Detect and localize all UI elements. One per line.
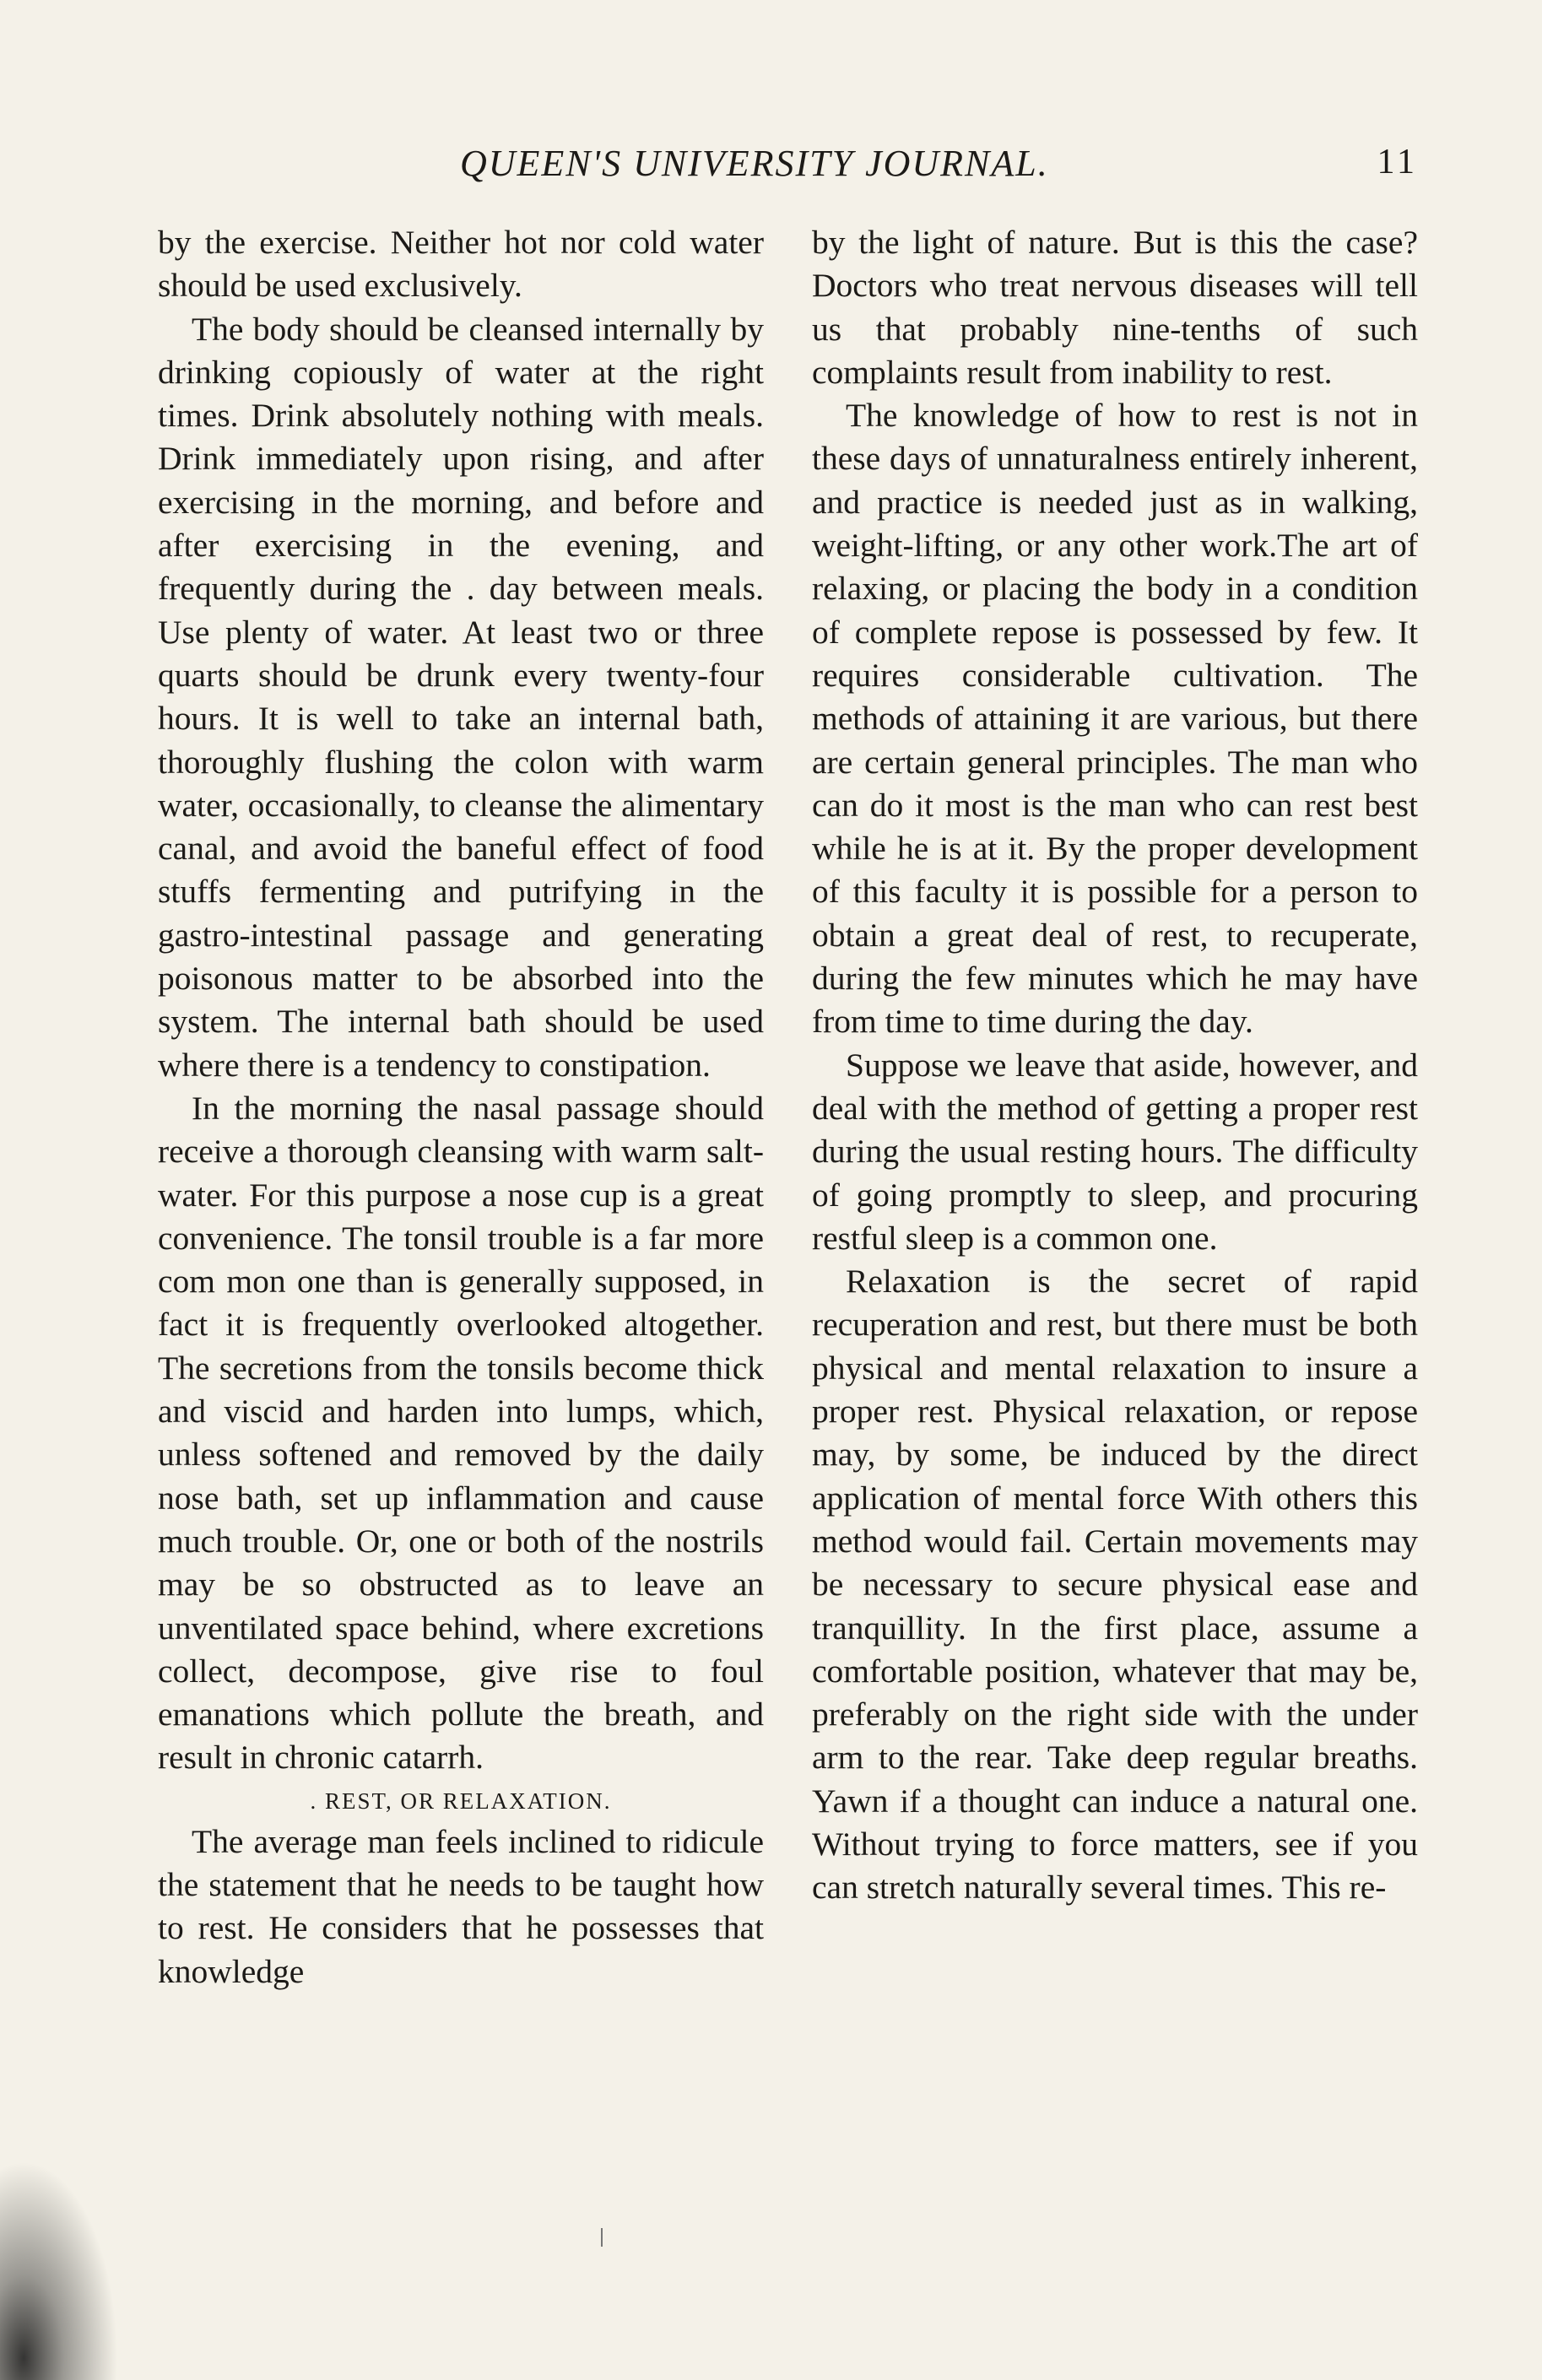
page-number: 11 (1377, 143, 1418, 181)
paragraph: Suppose we leave that aside, however, and deal with the method of getting a proper rest during the usual resting hours. The difficulty of going promptly to sleep, and procuring restful sleep is a common one. (812, 1046, 1418, 1257)
right-column (812, 221, 1418, 1910)
paragraph: by the exercise. Neither hot nor cold water should be used exclusively. (158, 224, 764, 305)
print-mark (601, 2228, 603, 2247)
paragraph: Relaxation is the secret of rapid recuperation and rest, but there must be both physical and mental relaxation to insure a proper rest. Physical relaxation, or repose may, by some, be induced by the direct application of mental force With others this method would fail. Certain movements may be necessary to secure physical ease and tranquillity. In the first place, assume a comfortable position, whatever that may be, preferably on the right side with the under arm to the rear. Take deep regular breaths. Yawn if a thought can induce a natural one. Without trying to force matters, see if you can stretch naturally several times. This re- (812, 1263, 1418, 1907)
running-head (152, 142, 1418, 192)
paragraph: by the light of nature. But is this the case? Doctors who treat nervous diseases will tell us that probably nine-tenths of such complaints result from inability to rest. (812, 224, 1418, 391)
paragraph: The knowledge of how to rest is not in these days of unnaturalness entirely inherent, and practice is needed just as in walking, weight-lifting, or any other work.The art of relaxing, or placing the body in a condition of complete repose is possessed by few. It requires considerable cultivation. The methods of attaining it are various, but there are certain general principles. The man who can do it most is the man who can rest best while he is at it. By the proper development of this faculty it is possible for a person to obtain a great deal of rest, to recuperate, during the few minutes which he may have from time to time during the day. (812, 397, 1418, 1041)
journal-title: QUEEN'S UNIVERSITY JOURNAL. (460, 143, 1049, 184)
paragraph: The average man feels inclined to ridicule the statement that he needs to be taught how to rest. He considers that he possesses that knowledge (158, 1822, 764, 1990)
scan-edge-shadow (0, 2161, 118, 2380)
paragraph: In the morning the nasal passage should receive a thorough cleansing with warm salt-water. For this purpose a nose cup is a great convenience. The tonsil trouble is a far more com mon one than is generally supposed, in fact it is frequently overlooked altogether. The secretions from the tonsils become thick and viscid and harden into lumps, which, unless softened and removed by the daily nose bath, set up inflammation and cause much trouble. Or, one or both of the nostrils may be so obstructed as to leave an unventilated space behind, where excretions collect, decompose, give rise to foul emanations which pollute the breath, and result in chronic catarrh. (158, 1089, 764, 1777)
section-heading: . REST, OR RELAXATION. (310, 1788, 612, 1814)
paragraph: The body should be cleansed internally by drinking copiously of water at the right times. Drink absolutely nothing with meals. Drink immediately upon rising, and after exercising in the morning, and before and after exercising in the evening, and frequently during the . day between meals. Use plenty of water. At least two or three quarts should be drunk every twenty-four hours. It is well to take an internal bath, thoroughly flushing the colon with warm water, occasionally, to cleanse the alimentary canal, and avoid the baneful effect of food stuffs fermenting and putrifying in the gastro-intestinal passage and generating poisonous matter to be absorbed into the system. The internal bath should be used where there is a tendency to constipation. (158, 310, 764, 1084)
left-column (158, 221, 764, 1993)
